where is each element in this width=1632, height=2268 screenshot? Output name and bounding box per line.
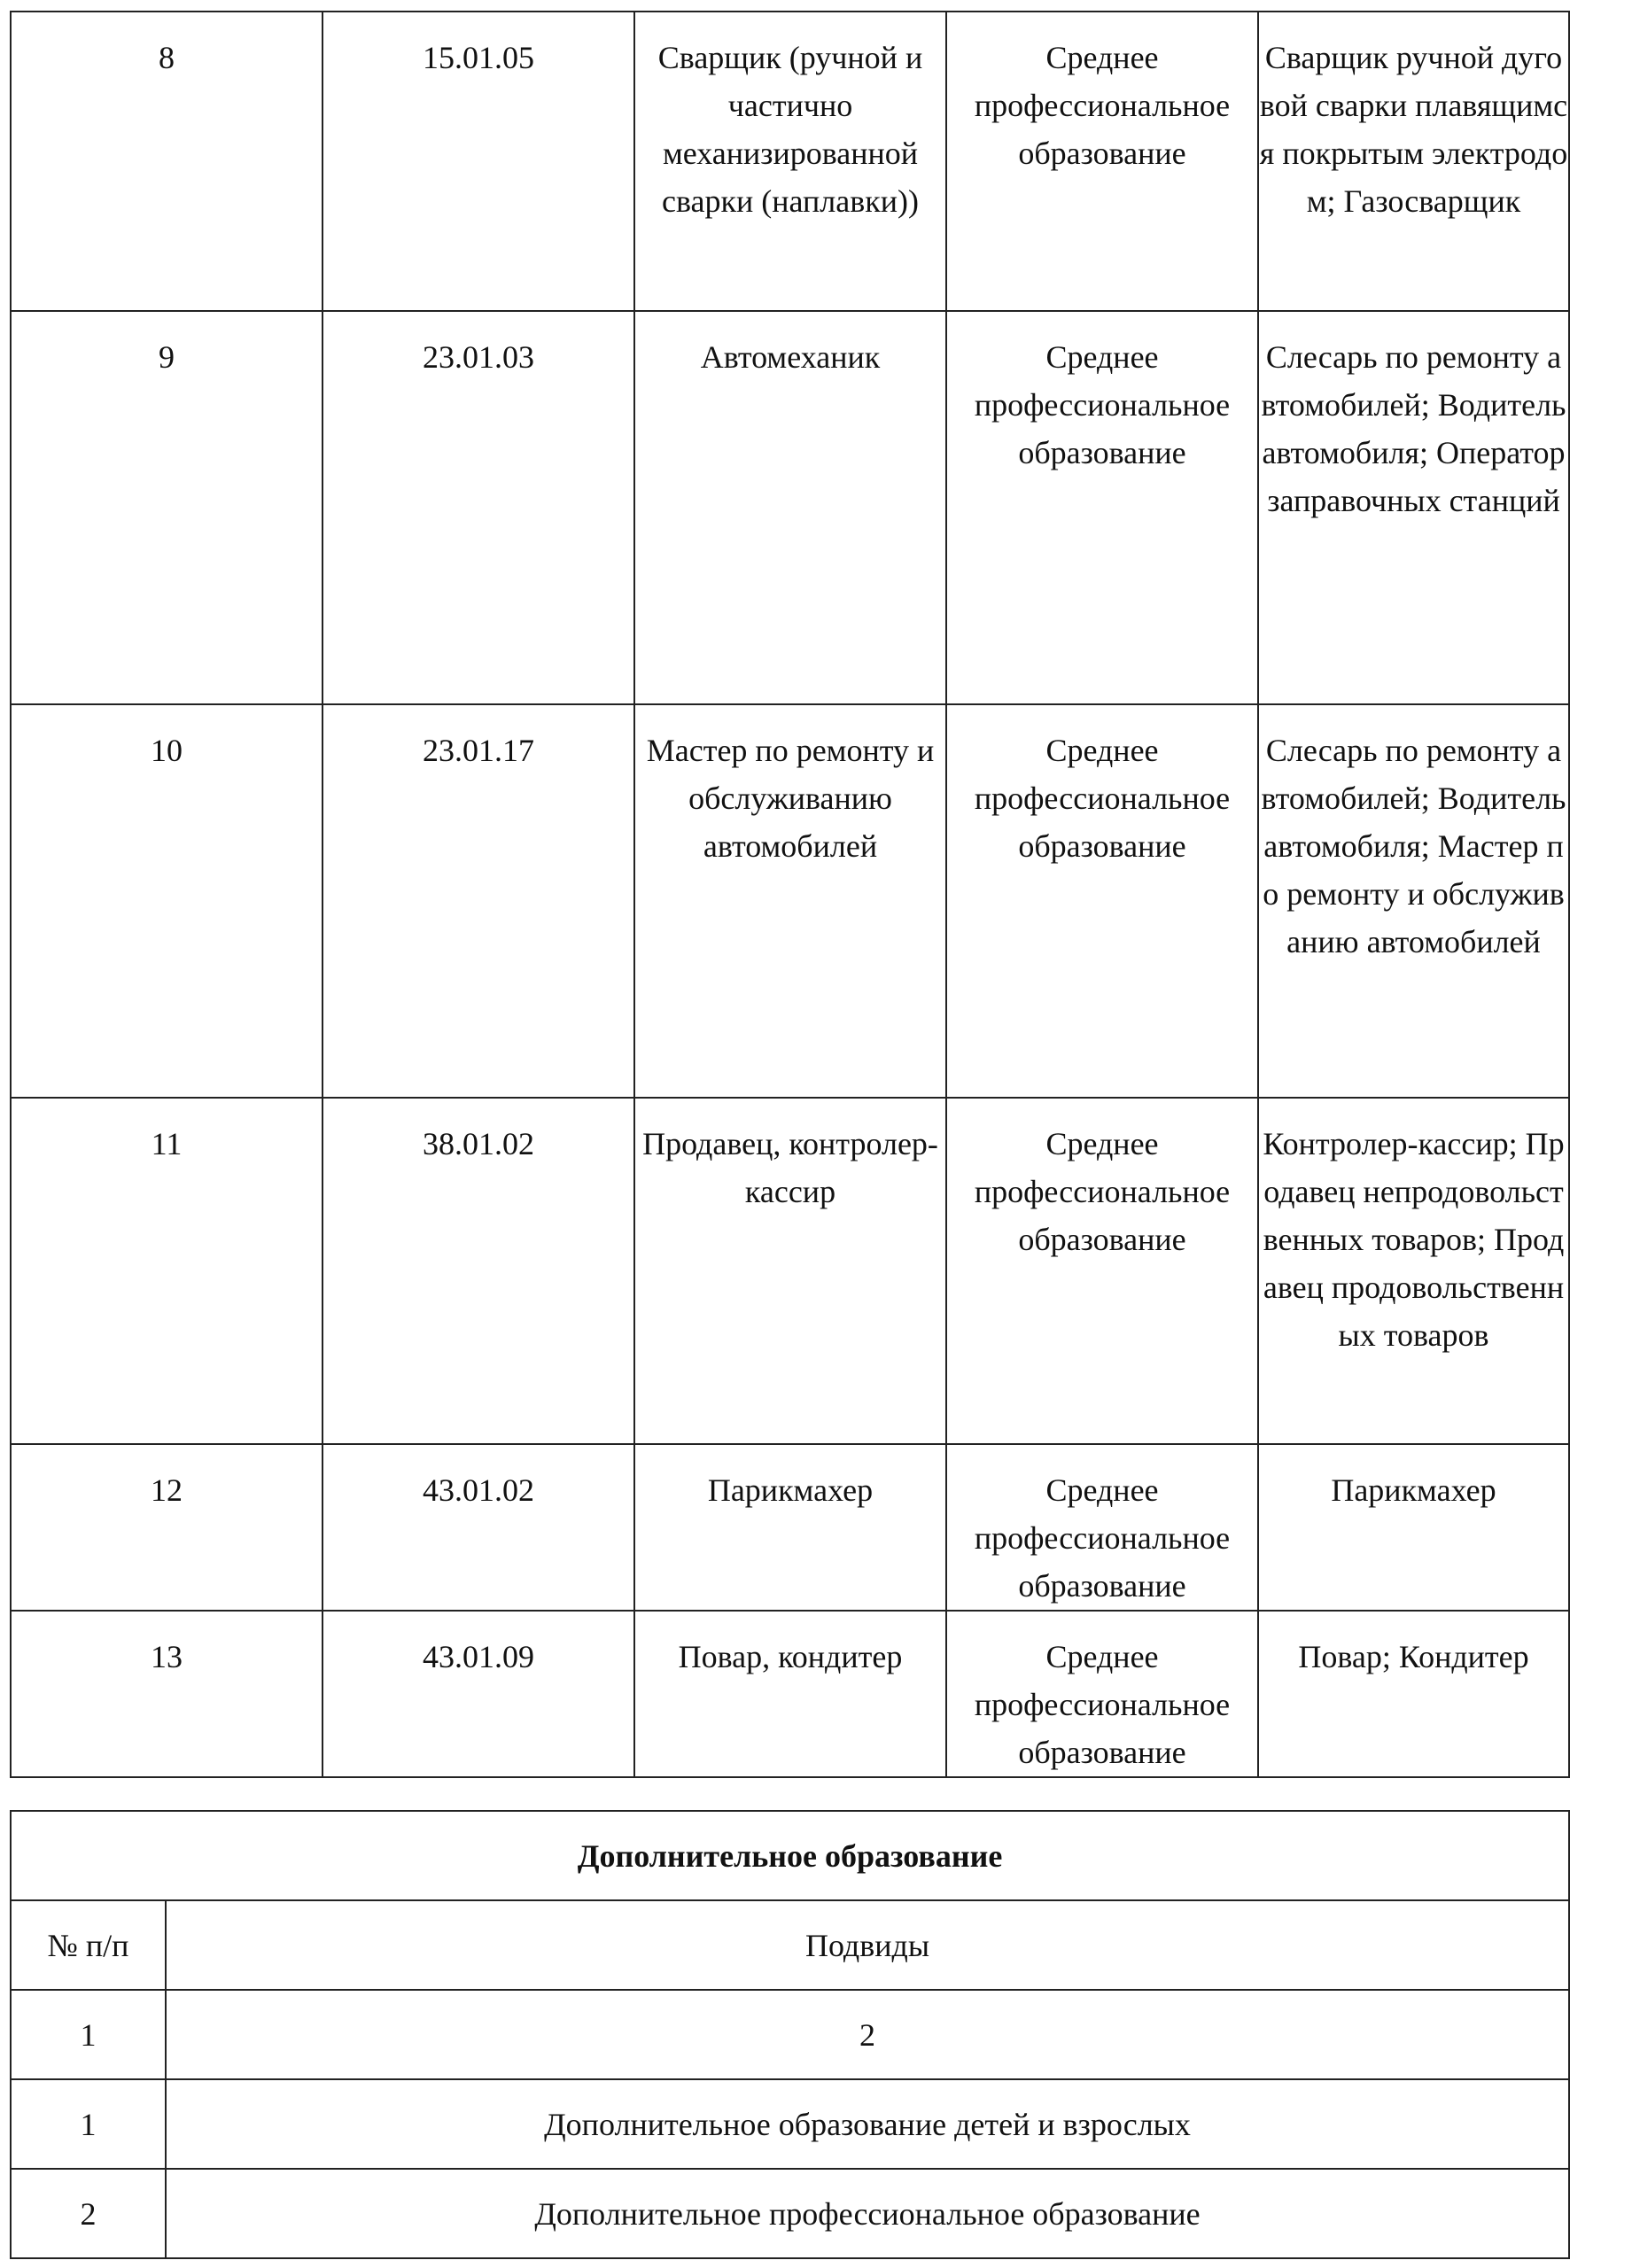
section-title-row xyxy=(11,1811,1569,1900)
section-title: Дополнительное образование xyxy=(11,1811,1569,1900)
table-row xyxy=(11,1098,1569,1444)
table-row xyxy=(11,12,1569,311)
column-header-subtypes: Подвиды xyxy=(166,1900,1569,1990)
profession-name-cell: Сварщик (ручной и частично механизированной сварки (наплавки)) xyxy=(634,12,946,311)
row-number-cell: 10 xyxy=(11,704,323,1098)
qualifications-cell: Повар; Кондитер xyxy=(1258,1611,1569,1777)
education-level-cell: Среднее профессиональное образование xyxy=(946,311,1258,704)
column-numbers-row xyxy=(11,1990,1569,2079)
education-level-cell: Среднее профессиональное образование xyxy=(946,1098,1258,1444)
profession-name-cell: Парикмахер xyxy=(634,1444,946,1611)
table-row xyxy=(11,1444,1569,1611)
education-level-cell: Среднее профессиональное образование xyxy=(946,1444,1258,1611)
qualifications-cell: Слесарь по ремонту автомобилей; Водитель автомобиля; Мастер по ремонту и обслуживанию автомобилей xyxy=(1258,704,1569,1098)
table-row xyxy=(11,311,1569,704)
qualifications-cell: Сварщик ручной дуговой сварки плавящимся покрытым электродом; Газосварщик xyxy=(1258,12,1569,311)
row-number-cell: 8 xyxy=(11,12,323,311)
profession-code-cell: 43.01.02 xyxy=(323,1444,634,1611)
table-row xyxy=(11,2169,1569,2258)
additional-education-table xyxy=(10,1810,1570,2259)
subtype-cell: Дополнительное образование детей и взрослых xyxy=(166,2079,1569,2169)
profession-code-cell: 15.01.05 xyxy=(323,12,634,311)
qualifications-cell: Парикмахер xyxy=(1258,1444,1569,1611)
row-number-cell: 1 xyxy=(11,2079,166,2169)
education-level-cell: Среднее профессиональное образование xyxy=(946,1611,1258,1777)
qualifications-cell: Слесарь по ремонту автомобилей; Водитель автомобиля; Оператор заправочных станций xyxy=(1258,311,1569,704)
column-number-cell: 1 xyxy=(11,1990,166,2079)
programs-table xyxy=(10,11,1570,1778)
subtype-cell: Дополнительное профессиональное образование xyxy=(166,2169,1569,2258)
profession-name-cell: Мастер по ремонту и обслуживанию автомобилей xyxy=(634,704,946,1098)
profession-name-cell: Автомеханик xyxy=(634,311,946,704)
row-number-cell: 9 xyxy=(11,311,323,704)
column-number-cell: 2 xyxy=(166,1990,1569,2079)
education-level-cell: Среднее профессиональное образование xyxy=(946,704,1258,1098)
row-number-cell: 2 xyxy=(11,2169,166,2258)
table-row xyxy=(11,704,1569,1098)
row-number-cell: 11 xyxy=(11,1098,323,1444)
column-header-number: № п/п xyxy=(11,1900,166,1990)
profession-name-cell: Продавец, контролер-кассир xyxy=(634,1098,946,1444)
row-number-cell: 12 xyxy=(11,1444,323,1611)
profession-code-cell: 43.01.09 xyxy=(323,1611,634,1777)
profession-code-cell: 23.01.17 xyxy=(323,704,634,1098)
profession-code-cell: 23.01.03 xyxy=(323,311,634,704)
profession-name-cell: Повар, кондитер xyxy=(634,1611,946,1777)
qualifications-cell: Контролер-кассир; Продавец непродовольственных товаров; Продавец продовольственных товаров xyxy=(1258,1098,1569,1444)
header-row xyxy=(11,1900,1569,1990)
row-number-cell: 13 xyxy=(11,1611,323,1777)
profession-code-cell: 38.01.02 xyxy=(323,1098,634,1444)
education-level-cell: Среднее профессиональное образование xyxy=(946,12,1258,311)
table-row xyxy=(11,2079,1569,2169)
table-row xyxy=(11,1611,1569,1777)
